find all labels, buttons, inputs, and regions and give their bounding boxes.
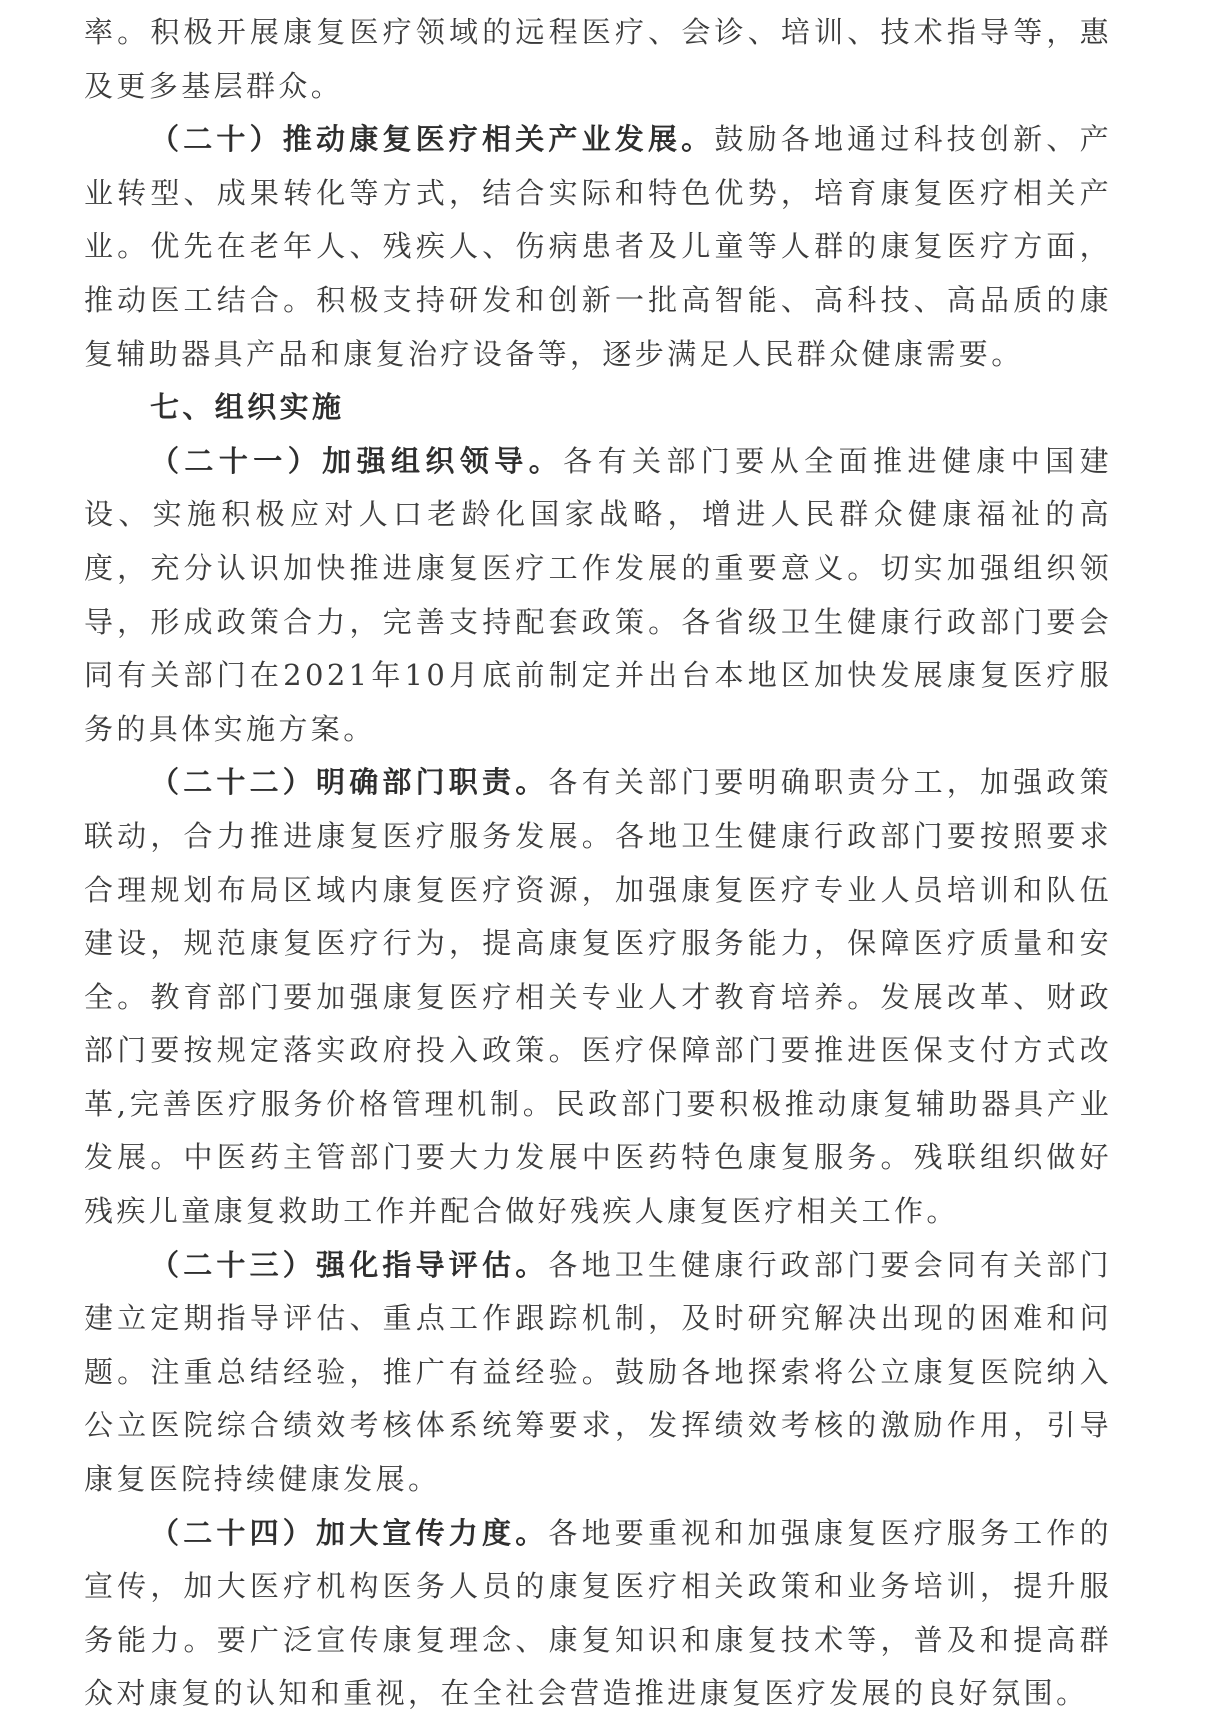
item-heading: （二十一）加强组织领导。 — [150, 443, 564, 478]
item-text: 各地卫生健康行政部门要会同有关部门建立定期指导评估、重点工作跟踪机制，及时研究解决出现的困难和问题。注重总结经验，推广有益经验。鼓励各地探索将公立康复医院纳入公立医院综合绩效考核体系统筹要求，发挥绩效考核的激励作用，引导康复医院持续健康发展。 — [84, 1247, 1112, 1497]
paragraph-text: 率。积极开展康复医疗领域的远程医疗、会诊、培训、技术指导等，惠及更多基层群众。 — [84, 15, 1112, 103]
paragraph-item-23 — [84, 1239, 1112, 1507]
paragraph-item-24 — [84, 1507, 1112, 1721]
item-heading: （二十）推动康复医疗相关产业发展。 — [150, 122, 715, 157]
paragraph-item-22 — [84, 756, 1112, 1238]
paragraph-item-20 — [84, 113, 1112, 381]
item-text: 鼓励各地通过科技创新、产业转型、成果转化等方式，结合实际和特色优势，培育康复医疗相关产业。优先在老年人、残疾人、伤病患者及儿童等人群的康复医疗方面，推动医工结合。积极支持研发和创新一批高智能、高科技、高品质的康复辅助器具产品和康复治疗设备等，逐步满足人民群众健康需要。 — [84, 122, 1112, 371]
item-heading: （二十四）加大宣传力度。 — [150, 1515, 549, 1550]
item-text: 各有关部门要从全面推进健康中国建设、实施积极应对人口老龄化国家战略，增进人民群众健康福祉的高度，充分认识加快推进康复医疗工作发展的重要意义。切实加强组织领导，形成政策合力，完善支持配套政策。各省级卫生健康行政部门要会同有关部门在2021年10月底前制定并出台本地区加快发展康复医疗服务的具体实施方案。 — [84, 443, 1112, 746]
section-heading-row — [84, 381, 1112, 435]
paragraph-continuation — [84, 6, 1112, 113]
paragraph-item-21 — [84, 435, 1112, 757]
section-heading: 七、组织实施 — [150, 390, 345, 425]
item-text: 各地要重视和加强康复医疗服务工作的宣传，加大医疗机构医务人员的康复医疗相关政策和业务培训，提升服务能力。要广泛宣传康复理念、康复知识和康复技术等，普及和提高群众对康复的认知和重视，在全社会营造推进康复医疗发展的良好氛围。 — [84, 1515, 1112, 1711]
item-heading: （二十三）强化指导评估。 — [150, 1247, 549, 1282]
item-heading: （二十二）明确部门职责。 — [150, 765, 549, 800]
item-text: 各有关部门要明确职责分工，加强政策联动，合力推进康复医疗服务发展。各地卫生健康行政部门要按照要求合理规划布局区域内康复医疗资源，加强康复医疗专业人员培训和队伍建设，规范康复医疗行为，提高康复医疗服务能力，保障医疗质量和安全。教育部门要加强康复医疗相关专业人才教育培养。发展改革、财政部门要按规定落实政府投入政策。医疗保障部门要推进医保支付方式改革,完善医疗服务价格管理机制。民政部门要积极推动康复辅助器具产业发展。中医药主管部门要大力发展中医药特色康复服务。残联组织做好残疾儿童康复救助工作并配合做好残疾人康复医疗相关工作。 — [84, 765, 1112, 1229]
document-body — [84, 6, 1112, 1721]
